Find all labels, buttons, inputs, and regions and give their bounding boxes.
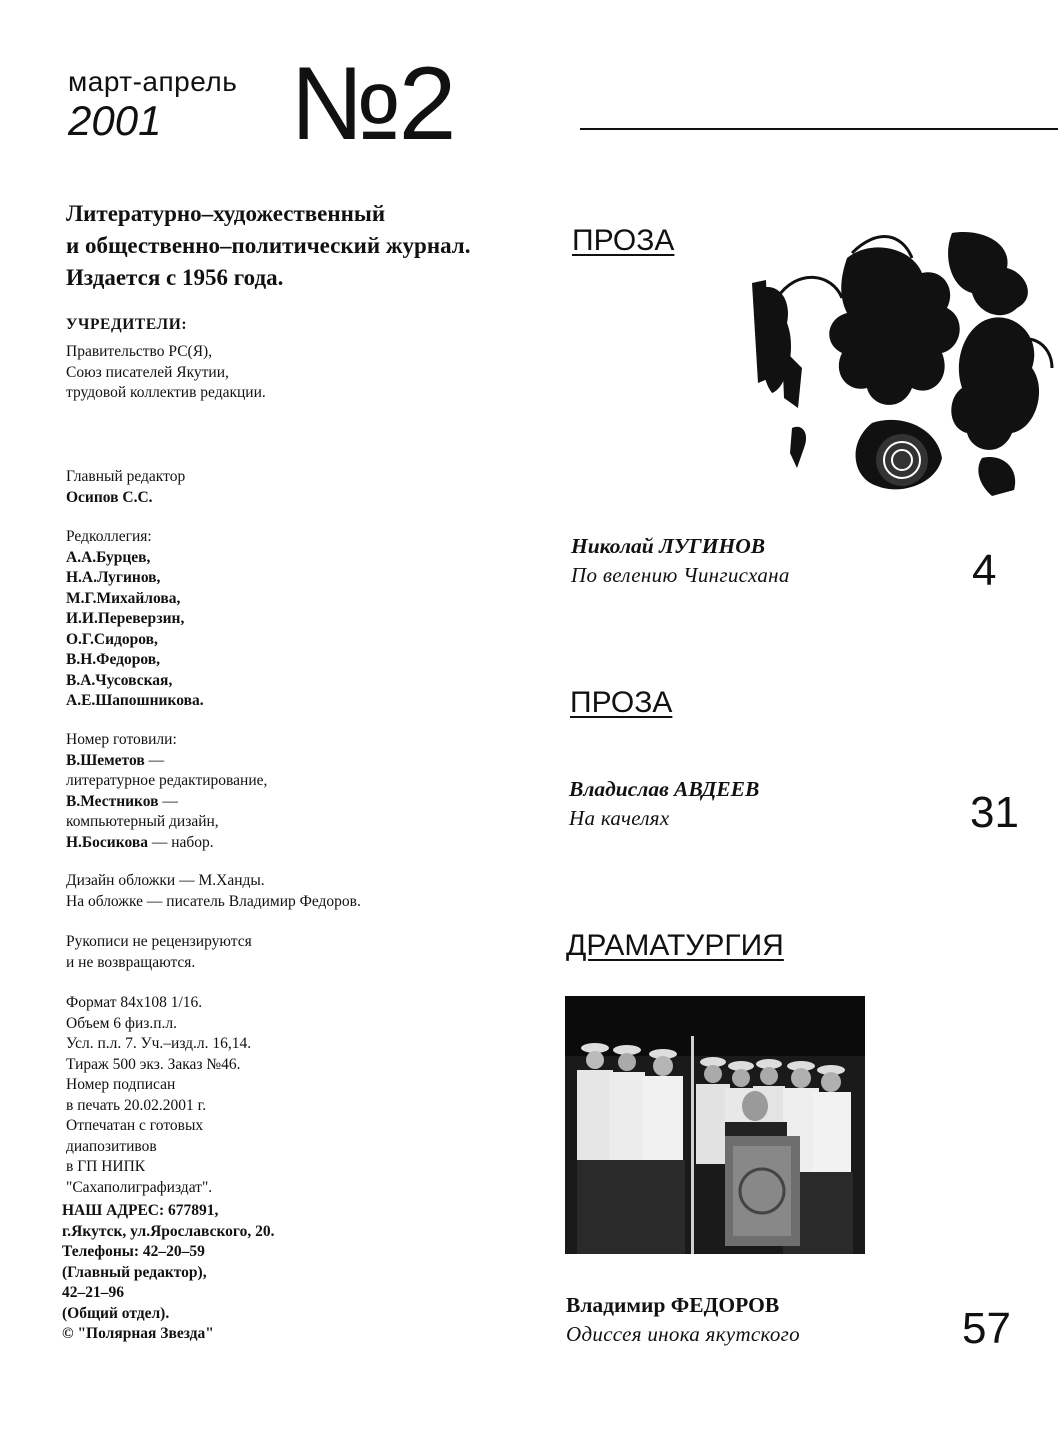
journal-subtitle: [66, 198, 556, 294]
staff-name: В.Местников: [66, 792, 159, 810]
staff-role: компьютерный дизайн,: [66, 813, 219, 830]
board-member: А.Е.Шапошникова.: [66, 692, 204, 709]
staff-line: [66, 751, 267, 772]
address-line: (Общий отдел).: [62, 1304, 170, 1322]
board-member: В.А.Чусовская,: [66, 671, 173, 689]
cover-credits: [66, 871, 361, 912]
imprint-line: в ГП НИПК: [66, 1158, 146, 1175]
section-title-prose-1: ПРОЗА: [572, 224, 675, 257]
founder: трудовой коллектив редакции.: [66, 384, 266, 401]
chief-editor-name: Осипов С.С.: [66, 488, 153, 506]
battle-illustration: [752, 228, 1058, 498]
staff-line: [66, 833, 267, 854]
cover-line: Дизайн обложки — М.Ханды.: [66, 872, 265, 889]
entry-title: На качелях: [569, 806, 670, 830]
entry-page-number: 57: [962, 1304, 1011, 1353]
staff-line: [66, 792, 267, 813]
founder: Правительство РС(Я),: [66, 343, 213, 360]
issue-staff: [66, 730, 267, 853]
entry-page-number: 4: [972, 546, 997, 595]
stage-photo: [565, 996, 865, 1254]
imprint-line: Номер подписан: [66, 1076, 176, 1093]
address-line: 42–21–96: [62, 1284, 124, 1301]
staff-line: [66, 812, 267, 833]
section-title-drama: ДРАМАТУРГИЯ: [566, 929, 784, 962]
imprint-line: "Сахаполиграфиздат".: [66, 1178, 213, 1196]
imprint-line: Объем 6 физ.п.л.: [66, 1014, 178, 1032]
imprint-details: [66, 993, 251, 1198]
staff-role: литературное редактирование,: [66, 772, 268, 789]
entry-author: Владимир ФЕДОРОВ: [566, 1293, 780, 1317]
imprint-line: диапозитивов: [66, 1137, 157, 1155]
issue-staff-label: Номер готовили:: [66, 731, 177, 748]
chief-editor-label: Главный редактор: [66, 468, 186, 485]
issue-year: 2001: [68, 97, 162, 144]
imprint-line: Отпечатан с готовых: [66, 1117, 204, 1134]
cover-line: На обложке — писатель Владимир Федоров.: [66, 892, 361, 910]
board-member: И.И.Переверзин,: [66, 610, 185, 627]
staff-line: [66, 771, 267, 792]
editorial-board: [66, 527, 204, 712]
board-member: В.Н.Федоров,: [66, 651, 160, 668]
editorial-board-label: Редколлегия:: [66, 528, 152, 545]
entry-page-number: 31: [970, 788, 1019, 837]
staff-name: В.Шеметов: [66, 751, 145, 769]
address-line: г.Якутск, ул.Ярославского, 20.: [62, 1222, 275, 1240]
entry-title: Одиссея инока якутского: [566, 1322, 800, 1346]
issue-months: март-апрель: [68, 66, 238, 97]
manuscripts-notice: [66, 932, 252, 973]
imprint-line: в печать 20.02.2001 г.: [66, 1096, 207, 1114]
section-title-prose-2: ПРОЗА: [570, 686, 673, 719]
staff-role: —: [144, 751, 165, 769]
board-member: Н.А.Лугинов,: [66, 569, 161, 586]
copyright-line: © "Полярная Звезда": [62, 1325, 214, 1342]
subtitle-line: Издается с 1956 года.: [66, 265, 284, 290]
entry-title: По велению Чингисхана: [571, 563, 790, 587]
staff-role: —: [158, 792, 178, 810]
entry-author: Николай ЛУГИНОВ: [571, 534, 766, 558]
founders-heading: УЧРЕДИТЕЛИ:: [66, 316, 188, 333]
manuscripts-line: и не возвращаются.: [66, 953, 196, 971]
manuscripts-line: Рукописи не рецензируются: [66, 933, 252, 950]
staff-name: Н.Босикова: [66, 833, 148, 851]
founder: Союз писателей Якутии,: [66, 363, 229, 381]
imprint-line: Формат 84х108 1/16.: [66, 994, 203, 1011]
header-rule: [580, 128, 1058, 130]
imprint-line: Тираж 500 экз. Заказ №46.: [66, 1055, 241, 1073]
subtitle-line: и общественно–политический журнал.: [66, 233, 471, 258]
board-member: А.А.Бурцев,: [66, 548, 151, 566]
chief-editor: [66, 467, 185, 508]
issue-number: №2: [290, 46, 454, 162]
address-line: (Главный редактор),: [62, 1263, 207, 1281]
address-line: НАШ АДРЕС: 677891,: [62, 1202, 219, 1219]
contact-address: [62, 1201, 274, 1345]
staff-role: — набор.: [147, 833, 214, 851]
board-member: М.Г.Михайлова,: [66, 589, 181, 607]
founders-list: [66, 342, 266, 404]
board-member: О.Г.Сидоров,: [66, 630, 158, 648]
address-line: Телефоны: 42–20–59: [62, 1243, 205, 1260]
subtitle-line: Литературно–художественный: [66, 201, 386, 226]
imprint-line: Усл. п.л. 7. Уч.–изд.л. 16,14.: [66, 1035, 252, 1052]
entry-author: Владислав АВДЕЕВ: [569, 777, 760, 801]
